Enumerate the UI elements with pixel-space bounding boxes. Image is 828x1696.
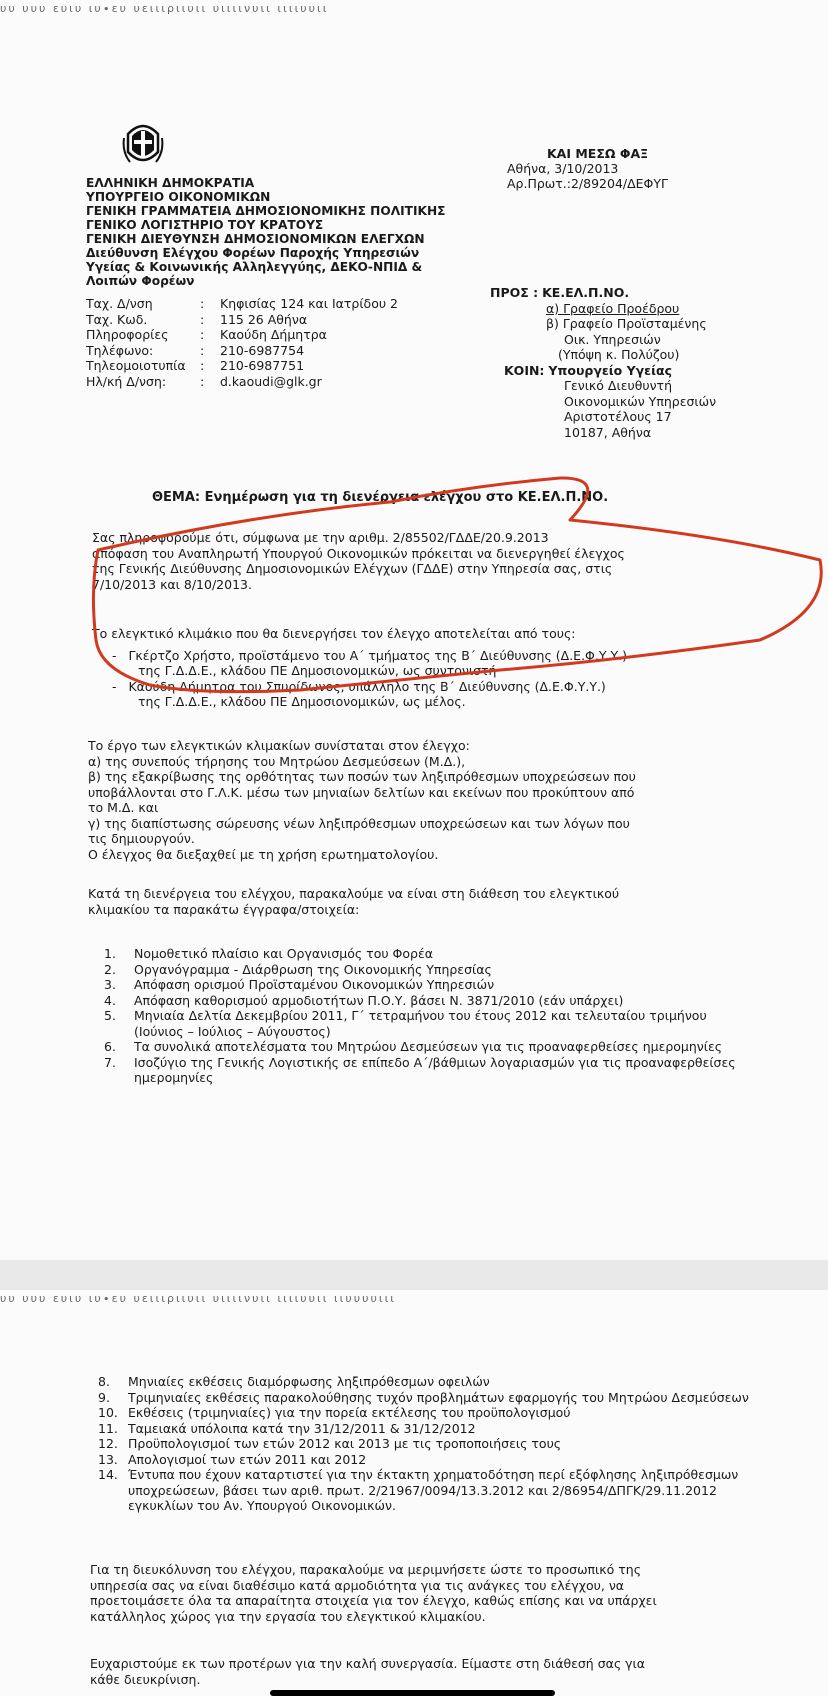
- contact-row: Ταχ. Κωδ. : 115 26 Αθήνα: [86, 311, 308, 327]
- sender-line: ΓΕΝΙΚΗ ΔΙΕΥΘΥΝΣΗ ΔΗΜΟΣΙΟΝΟΜΙΚΩΝ ΕΛΕΓΧΩΝ: [86, 232, 425, 246]
- intro-paragraph: [92, 530, 625, 592]
- list-item: 10. Εκθέσεις (τριμηνιαίες) για την πορεία εκτέλεσης του προϋπολογισμού: [98, 1405, 571, 1420]
- fax-transmission-header: υυ υυυ ευιυ ιυ∙ευ υειιιριιυιι υιιιινυιι ιιιιυυιι: [0, 2, 329, 15]
- list-item: 13. Απολογισμοί των ετών 2011 και 2012: [98, 1451, 367, 1467]
- list-item: 2. Οργανόγραμμα - Διάρθρωση της Οικονομικής Υπηρεσίας: [104, 961, 492, 977]
- list-item: 1. Νομοθετικό πλαίσιο και Οργανισμός του Φορέα: [104, 946, 433, 961]
- documents-list-continued: [98, 1374, 754, 1514]
- work-line: υποβάλλονται στο Γ.Λ.Κ. μέσω των μηνιαίων δελτίων και εκείνων που προκύπτουν από: [88, 784, 635, 800]
- contact-row: Ταχ. Δ/νση : Κηφισίας 124 και Ιατρίδου 2: [86, 296, 399, 311]
- greek-coat-of-arms-icon: [122, 118, 164, 170]
- list-item: 7. Ισοζύγιο της Γενικής Λογιστικής σε επίπεδο Α΄/βάθμιων λογαριασμών για τις προαναφερθείσες ημερομηνίες: [104, 1054, 736, 1085]
- recipients-block: [490, 285, 716, 440]
- list-item: 9. Τριμηνιαίες εκθέσεις παρακολούθησης τυχόν προβλημάτων εφαρμογής του Μητρώου Δεσμεύσεων: [98, 1389, 749, 1405]
- list-item: 4. Απόφαση καθορισμού αρμοδιοτήτων Π.Ο.Υ. βάσει Ν. 3871/2010 (εάν υπάρχει): [104, 992, 624, 1008]
- work-line: α) της συνεπούς τήρησης του Μητρώου Δεσμεύσεων (Μ.Δ.),: [88, 753, 466, 769]
- work-line: το Μ.Δ. και: [88, 800, 159, 815]
- thanks-line: Ευχαριστούμε εκ των προτέρων για την καλή συνεργασία. Είμαστε στη διάθεσή σας για: [90, 1656, 646, 1671]
- team-section: [92, 626, 627, 710]
- work-line: Ο έλεγχος θα διεξαχθεί με τη χρήση ερωτηματολογίου.: [88, 846, 439, 862]
- contact-label: Ταχ. Κωδ.: [86, 311, 148, 327]
- list-item: 12. Προϋπολογισμοί των ετών 2012 και 2013 με τις τροποποιήσεις τους: [98, 1436, 562, 1451]
- sender-line: Διεύθυνση Ελέγχου Φορέων Παροχής Υπηρεσιών: [86, 246, 420, 260]
- fax-transmission-header: υυ υυυ ευιυ ιυ∙ευ υειιιριιυιι υιιιινυιι ιιιιυυιι ιιυυυυιιι: [0, 1292, 397, 1305]
- intro-line: της Γενικής Διεύθυνσης Δημοσιονομικών Ελέγχων (ΓΔΔΕ) στην Υπηρεσία σας, στις: [92, 561, 613, 576]
- date-protocol-block: [507, 146, 668, 191]
- recipient-line: β) Γραφείο Προϊσταμένης: [546, 316, 707, 331]
- recipient-line: α) Γραφείο Προέδρου: [546, 300, 680, 316]
- letter-date: Αθήνα, 3/10/2013: [507, 161, 619, 176]
- contact-row: Τηλέφωνο: : 210-6987754: [86, 342, 305, 358]
- sender-block: [86, 176, 446, 288]
- contact-value: 210-6987751: [220, 358, 305, 373]
- intro-line: Σας πληροφορούμε ότι, σύμφωνα με την αριθμ. 2/85502/ΓΔΔΕ/20.9.2013: [92, 530, 549, 545]
- contact-row: Ηλ/κή Δ/νση: : d.kaoudi@glk.gr: [86, 373, 322, 389]
- thanks-line: κάθε διευκρίνιση.: [90, 1671, 201, 1687]
- work-line: Το έργο των ελεγκτικών κλιμακίων συνίσταται στον έλεγχο:: [88, 738, 470, 753]
- fax-marker: ΚΑΙ ΜΕΣΩ ΦΑΞ: [547, 146, 649, 161]
- cc-line: Γενικό Διευθυντή: [564, 378, 673, 393]
- contact-row: Πληροφορίες : Καούδη Δήμητρα: [86, 327, 327, 342]
- thanks-paragraph: [90, 1656, 645, 1687]
- team-member-line: - Καούδη Δήμητρα του Σπυρίδωνος, υπάλληλο της Β΄ Διεύθυνσης (Δ.Ε.Φ.Υ.Υ.): [112, 678, 606, 694]
- team-intro: Το ελεγκτικό κλιμάκιο που θα διενεργήσει τον έλεγχο αποτελείται από τους:: [92, 626, 576, 641]
- intro-line: απόφαση του Αναπληρωτή Υπουργού Οικονομικών πρόκειται να διενεργηθεί έλεγχος: [92, 545, 625, 561]
- list-item: 3. Απόφαση ορισμού Προϊσταμένου Οικονομικών Υπηρεσιών: [104, 977, 495, 992]
- list-item: 8. Μηνιαίες εκθέσεις διαμόρφωσης ληξιπρόθεσμων οφειλών: [98, 1374, 490, 1389]
- pros-label: ΠΡΟΣ :: [490, 285, 539, 300]
- request-paragraph: [88, 886, 619, 917]
- cc-line: Αριστοτέλους 17: [564, 409, 672, 424]
- sender-line: ΓΕΝΙΚΗ ΓΡΑΜΜΑΤΕΙΑ ΔΗΜΟΣΙΟΝΟΜΙΚΗΣ ΠΟΛΙΤΙΚΗΣ: [86, 204, 446, 218]
- facilitation-line: προετοιμάσετε όλα τα απαραίτητα στοιχεία για τον έλεγχο, καθώς επίσης και να υπάρχει: [90, 1593, 657, 1608]
- list-item: 5. Μηνιαία Δελτία Δεκεμβρίου 2011, Γ΄ τετραμήνου του έτους 2012 και τελευταίου τριμήνου (Ιούνιος – Ιούλιος – Αύγουστος): [104, 1008, 707, 1039]
- documents-list: [104, 946, 754, 1086]
- contact-label: Πληροφορίες: [86, 327, 169, 342]
- work-line: γ) της διαπίστωσης σώρευσης νέων ληξιπρόθεσμων υποχρεώσεων και των λόγων που: [88, 815, 630, 831]
- intro-line: 7/10/2013 και 8/10/2013.: [92, 576, 252, 592]
- work-description: [88, 738, 636, 862]
- facilitation-line: Για τη διευκόλυνση του ελέγχου, παρακαλούμε να μεριμνήσετε ώστε το προσωπικό της: [90, 1562, 642, 1577]
- cc-line: 10187, Αθήνα: [564, 424, 652, 440]
- document-page-2: [0, 1290, 828, 1696]
- sender-line: ΓΕΝΙΚΟ ΛΟΓΙΣΤΗΡΙΟ ΤΟΥ ΚΡΑΤΟΥΣ: [86, 218, 324, 232]
- team-member-line: της Γ.Δ.Δ.Ε., κλάδου ΠΕ Δημοσιονομικών, ως μέλος.: [138, 694, 466, 709]
- contact-label: Τηλεομοιοτυπία: [86, 358, 186, 373]
- request-line: Κατά τη διενέργεια του ελέγχου, παρακαλούμε να είναι στη διάθεση του ελεγκτικού: [88, 886, 620, 901]
- team-member-line: - Γκέρτζο Χρήστο, προϊστάμενο του Α΄ τμήματος της Β΄ Διεύθυνσης (Δ.Ε.Φ.Υ.Υ.): [112, 647, 627, 663]
- contact-details: [86, 296, 398, 389]
- contact-email[interactable]: d.kaoudi@glk.gr: [220, 373, 322, 389]
- contact-label: Τηλέφωνο:: [86, 342, 154, 358]
- recipient-line: Οικ. Υπηρεσιών: [564, 331, 661, 347]
- team-member-line: της Γ.Δ.Δ.Ε., κλάδου ΠΕ Δημοσιονομικών, ως συντονιστή: [138, 663, 497, 678]
- list-item: 14. Έντυπα που έχουν καταρτιστεί για την έκτακτη χρηματοδότηση περί εξόφλησης ληξιπρόθεσμων υποχρεώσεων, βάσει των αριθ. πρωτ. 2/21967/0094/13.3.2012 και 2/86954/ΔΠΓΚ/29.11.2012 εγκυκλίων του Αν. Υπουργού Οικονομικών.: [98, 1467, 739, 1513]
- cc-line: Οικονομικών Υπηρεσιών: [564, 393, 717, 409]
- home-indicator-bar: [270, 1690, 555, 1696]
- protocol-number: Αρ.Πρωτ.:2/89204/ΔΕΦΥΓ: [507, 176, 668, 191]
- recipient-line: (Υπόψη κ. Πολύζου): [558, 347, 680, 362]
- work-line: β) της εξακρίβωσης της ορθότητας των ποσών των ληξιπρόθεσμων υποχρεώσεων που: [88, 769, 636, 784]
- contact-label: Ηλ/κή Δ/νση:: [86, 373, 167, 389]
- sender-line: ΥΠΟΥΡΓΕΙΟ ΟΙΚΟΝΟΜΙΚΩΝ: [86, 190, 271, 204]
- contact-label: Ταχ. Δ/νση: [86, 296, 153, 311]
- list-item: 11. Ταμειακά υπόλοιπα κατά την 31/12/2011 & 31/12/2012: [98, 1420, 476, 1436]
- sender-line: ΕΛΛΗΝΙΚΗ ΔΗΜΟΚΡΑΤΙΑ: [86, 176, 255, 190]
- work-line: τις δημιουργούν.: [88, 831, 195, 846]
- subject-line: ΘΕΜΑ: Ενημέρωση για τη διενέργεια ελέγχου στο ΚΕ.ΕΛ.Π.ΝΟ.: [152, 490, 609, 505]
- request-line: κλιμακίου τα παρακάτω έγγραφα/στοιχεία:: [88, 901, 360, 917]
- list-item: 6. Τα συνολικά αποτελέσματα του Μητρώου Δεσμεύσεων για τις προαναφερθείσες ημερομηνίες: [104, 1039, 723, 1054]
- koin-label: ΚΟΙΝ:: [504, 362, 545, 378]
- recipient-line: ΚΕ.ΕΛ.Π.ΝΟ.: [542, 285, 630, 300]
- contact-value: 115 26 Αθήνα: [220, 311, 308, 327]
- facilitation-paragraph: [90, 1562, 657, 1624]
- sender-line: Λοιπών Φορέων: [86, 274, 195, 288]
- facilitation-line: υπηρεσία σας να είναι διαθέσιμο κατά αρμοδιότητα για τις ανάγκες του ελέγχου, να: [90, 1577, 625, 1593]
- contact-row: Τηλεομοιοτυπία : 210-6987751: [86, 358, 305, 373]
- sender-line: Υγείας & Κοινωνικής Αλληλεγγύης, ΔΕΚΟ-ΝΠΙΔ &: [86, 260, 423, 274]
- contact-value: Κηφισίας 124 και Ιατρίδου 2: [220, 296, 399, 311]
- contact-value: Καούδη Δήμητρα: [220, 327, 327, 342]
- facilitation-line: κατάλληλος χώρος για την εργασία του ελεγκτικού κλιμακίου.: [90, 1608, 486, 1624]
- cc-line: Υπουργείο Υγείας: [548, 362, 673, 378]
- contact-value: 210-6987754: [220, 342, 305, 358]
